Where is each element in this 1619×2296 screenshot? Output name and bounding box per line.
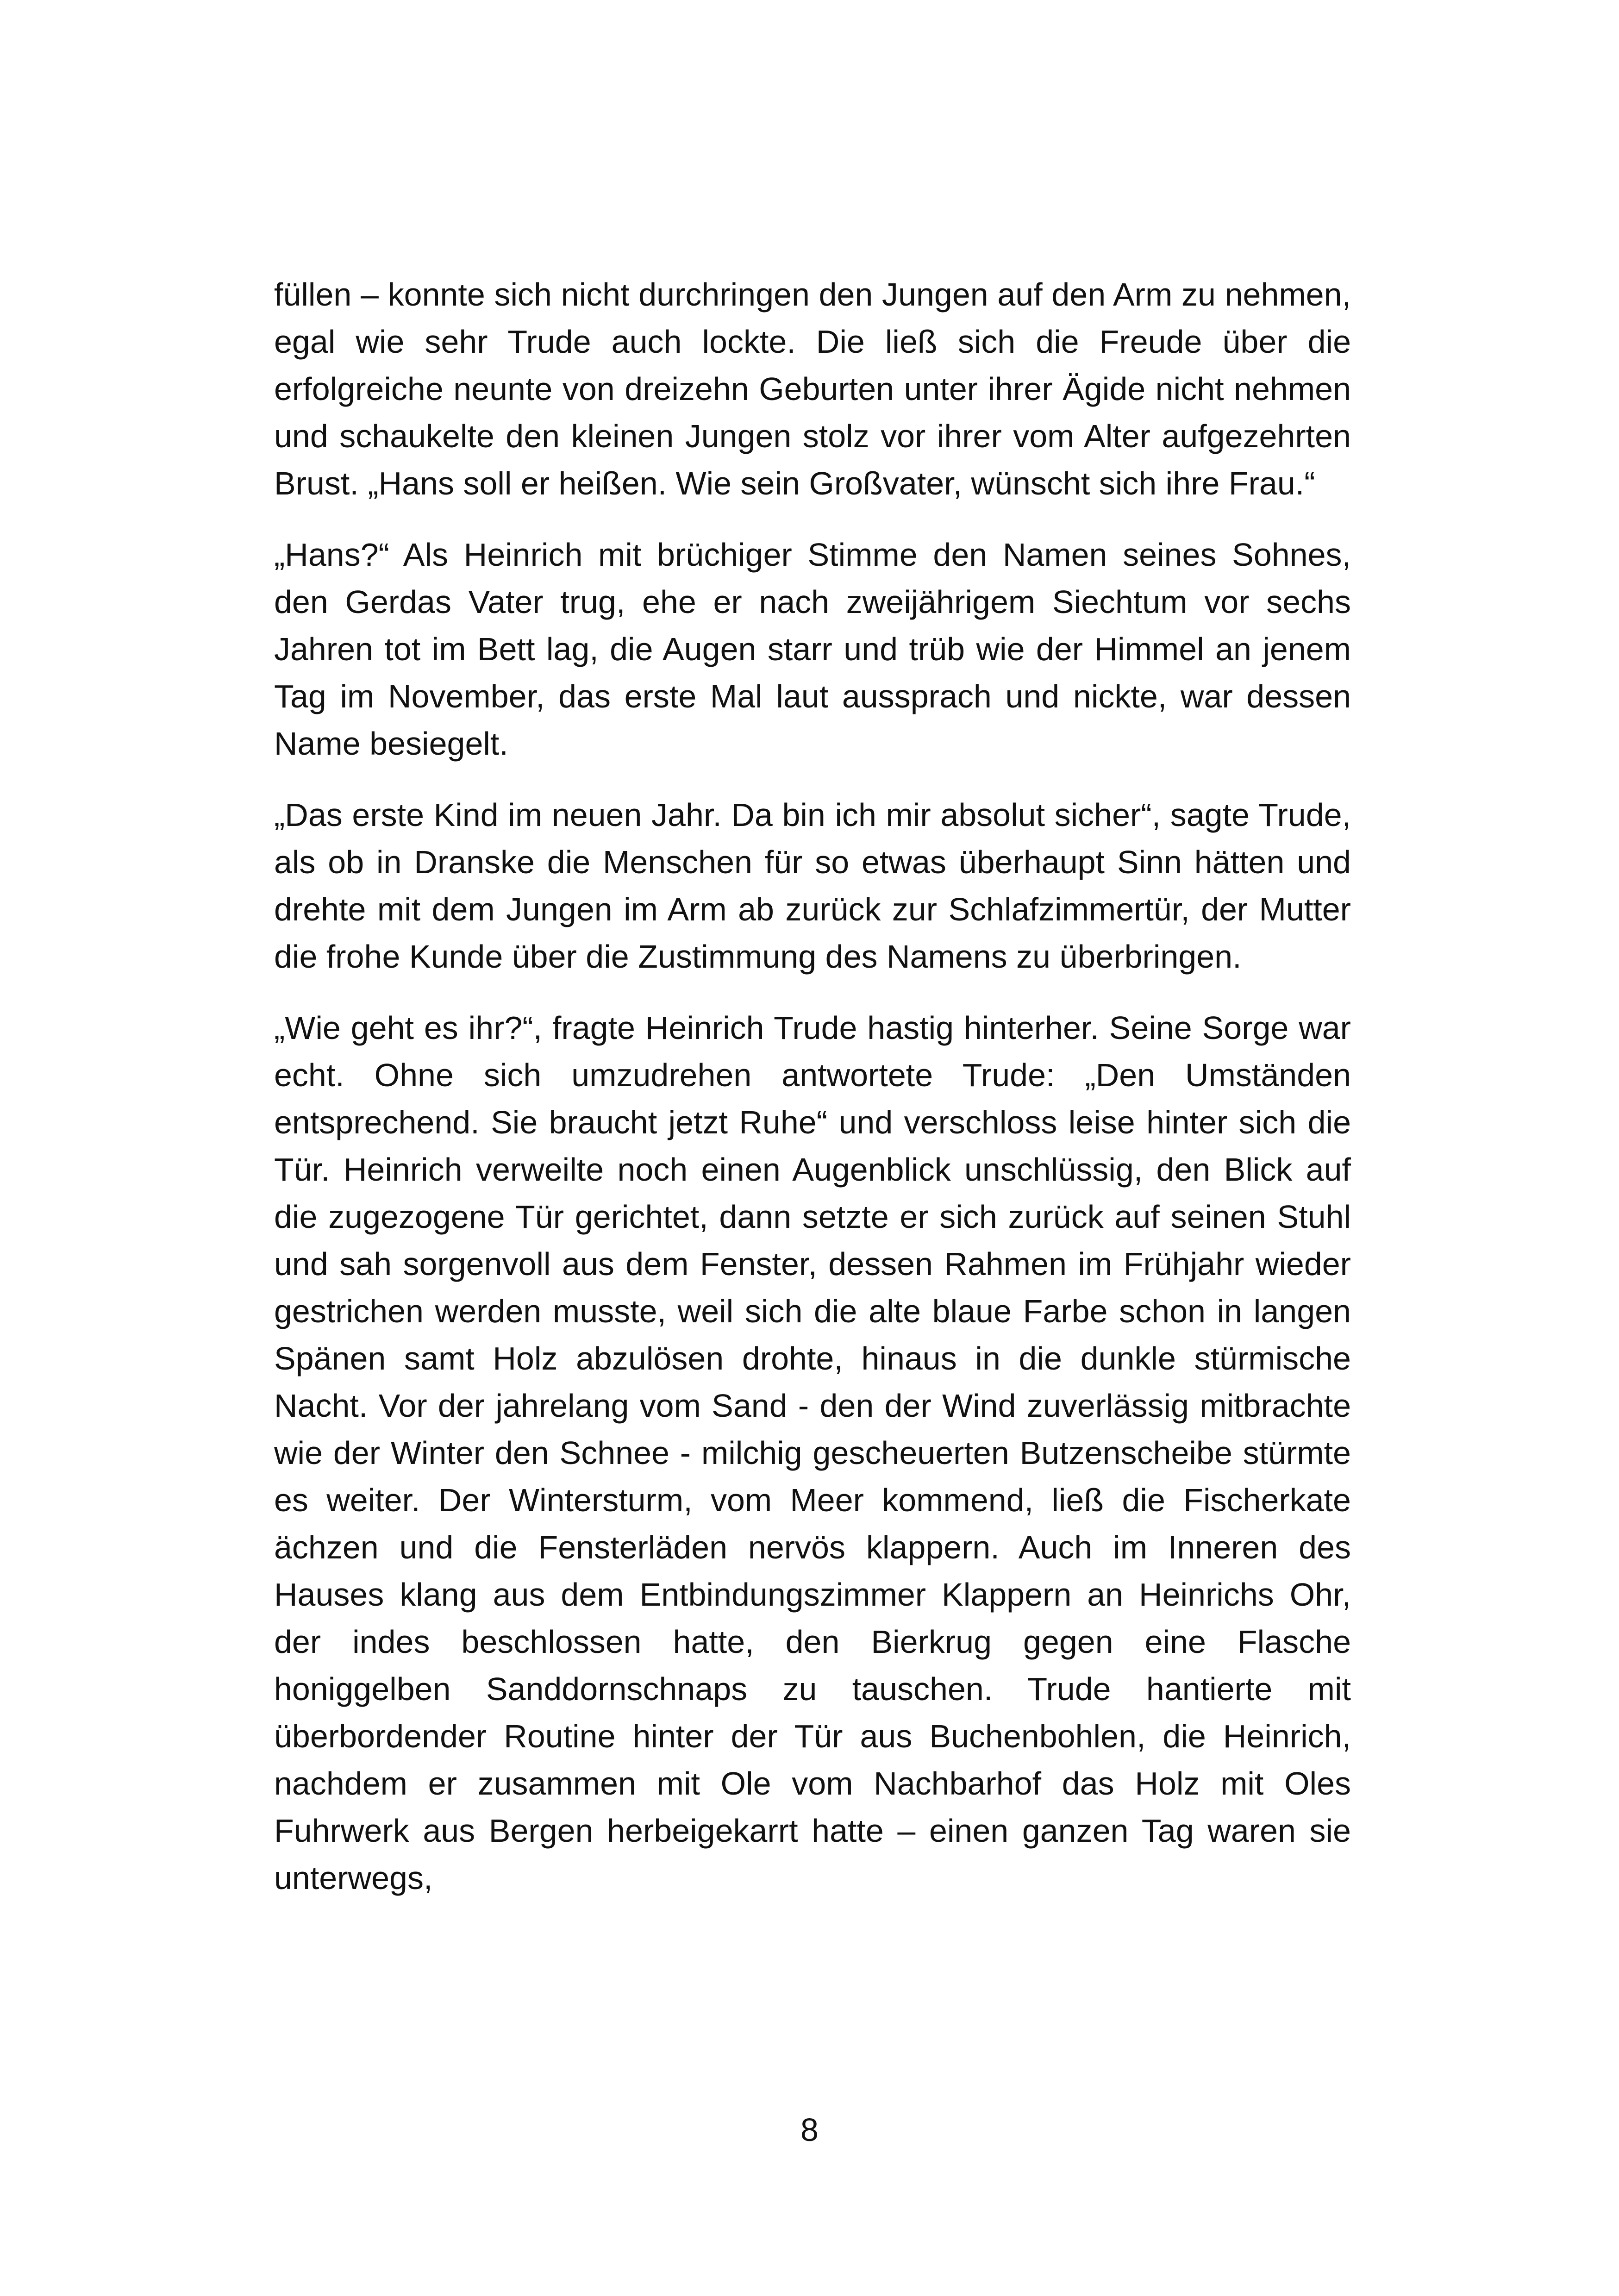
body-text [274, 271, 1351, 1926]
paragraph-1: füllen – konnte sich nicht durchringen den Jungen auf den Arm zu nehmen, egal wie sehr Trude auch lockte. Die ließ sich die Freude über die erfolgreiche neunte von dreizehn Geburten unter ihrer Ägide nicht nehmen und schaukelte den kleinen Jungen stolz vor ihrer vom Alter aufgezehrten Brust. „Hans soll er heißen. Wie sein Großvater, wünscht sich ihre Frau.“ [274, 276, 1351, 501]
paragraph-3: „Das erste Kind im neuen Jahr. Da bin ich mir absolut sicher“, sagte Trude, als ob in Dranske die Menschen für so etwas überhaupt Sinn hätten und drehte mit dem Jungen im Arm ab zurück zur Schlafzimmertür, der Mutter die frohe Kunde über die Zustimmung des Namens zu überbringen. [274, 797, 1351, 975]
paragraph-4: „Wie geht es ihr?“, fragte Heinrich Trude hastig hinterher. Seine Sorge war echt. Ohne sich umzudrehen antwortete Trude: „Den Umständen entsprechend. Sie braucht jetzt Ruhe“ und verschloss leise hinter sich die Tür. Heinrich verweilte noch einen Augenblick unschlüssig, den Blick auf die zugezogene Tür gerichtet, dann setzte er sich zurück auf seinen Stuhl und sah sorgenvoll aus dem Fenster, dessen Rahmen im Frühjahr wieder gestrichen werden musste, weil sich die alte blaue Farbe schon in langen Spänen samt Holz abzulösen drohte, hinaus in die dunkle stürmische Nacht. Vor der jahrelang vom Sand - den der Wind zuverlässig mitbrachte wie der Winter den Schnee - milchig gescheuerten Butzenscheibe stürmte es weiter. Der Wintersturm, vom Meer kommend, ließ die Fischerkate ächzen und die Fensterläden nervös klappern. Auch im Inneren des Hauses klang aus dem Entbindungszimmer Klappern an Heinrichs Ohr, der indes beschlossen hatte, den Bierkrug gegen eine Flasche honiggelben Sanddornschnaps zu tauschen. Trude hantierte mit überbordender Routine hinter der Tür aus Buchenbohlen, die Heinrich, nachdem er zusammen mit Ole vom Nachbarhof das Holz mit Oles Fuhrwerk aus Bergen herbeigekarrt hatte – einen ganzen Tag waren sie unterwegs, [274, 1010, 1351, 1896]
paragraph-2: „Hans?“ Als Heinrich mit brüchiger Stimme den Namen seines Sohnes, den Gerdas Vater trug, ehe er nach zweijährigem Siechtum vor sechs Jahren tot im Bett lag, die Augen starr und trüb wie der Himmel an jenem Tag im November, das erste Mal laut aussprach und nickte, war dessen Name besiegelt. [274, 537, 1351, 762]
page-number: 8 [800, 2112, 819, 2148]
